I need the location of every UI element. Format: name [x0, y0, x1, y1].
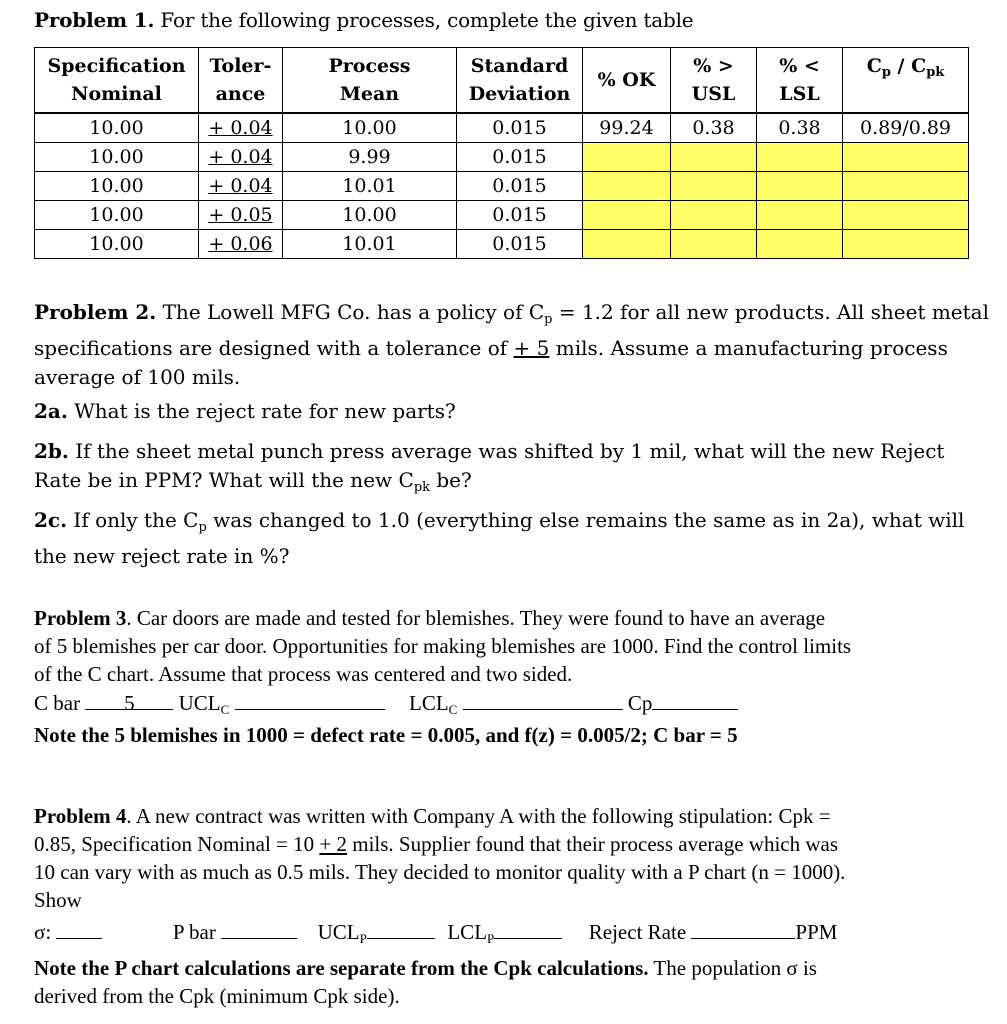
header-tolerance: Toler- ance — [199, 48, 283, 114]
cell-cp-cpk[interactable] — [843, 230, 969, 259]
cell-mean: 9.99 — [283, 143, 457, 172]
header-spec-nominal: Specification Nominal — [35, 48, 199, 114]
cell-tolerance: + 0.04 — [199, 143, 283, 172]
pbar-answer-blank[interactable] — [221, 918, 297, 939]
cell-pct-usl[interactable] — [671, 143, 757, 172]
problem4-note: Note the P chart calculations are separate from the Cpk calculations. The population σ is derived from the Cpk (minimum Cpk side). — [34, 956, 817, 1008]
problem4-answer-line — [34, 918, 837, 953]
problem1-label: Problem 1. — [34, 8, 155, 32]
cell-mean: 10.01 — [283, 172, 457, 201]
uclc-answer-blank[interactable] — [235, 689, 385, 710]
lclc-answer-blank[interactable] — [463, 689, 623, 710]
cell-pct-ok[interactable] — [583, 201, 671, 230]
table-header-row — [35, 48, 969, 114]
header-pct-lsl: % < LSL — [757, 48, 843, 114]
problem4-text: Problem 4. A new contract was written with Company A with the following stipulation: Cpk = 0.85, Specification Nominal = 10 + 2 mils. Supplier found that their process average which was 10 can vary with as much as 0.5 mils. They decided to monitor quality with a P chart (n = 1000). Show — [34, 804, 846, 912]
cell-cp-cpk[interactable] — [843, 201, 969, 230]
header-pct-ok: % OK — [583, 48, 671, 114]
problem1-heading — [34, 8, 693, 32]
cell-tolerance: + 0.04 — [199, 172, 283, 201]
header-cp-cpk: $C_p / C_{pk}$ — [843, 48, 969, 114]
cell-nominal: 10.00 — [35, 172, 199, 201]
cell-pct-lsl[interactable] — [757, 201, 843, 230]
header-std-dev: Standard Deviation — [457, 48, 583, 114]
cell-pct-usl: 0.38 — [671, 113, 757, 143]
cell-mean: 10.00 — [283, 113, 457, 143]
uclp-label: $UCL_P$ — [317, 920, 367, 946]
question-2c: 2c. If only the $C_p$ was changed to 1.0 (everything else remains the same as in 2a), what will the new reject rate in %? — [34, 508, 965, 568]
cbar-label: C bar — [34, 691, 81, 715]
table-row — [35, 201, 969, 230]
cell-nominal: 10.00 — [35, 143, 199, 172]
problem3-label: Problem 3 — [34, 606, 127, 630]
cell-nominal: 10.00 — [35, 113, 199, 143]
cell-pct-usl[interactable] — [671, 172, 757, 201]
question-2a: 2a. What is the reject rate for new parts? — [34, 399, 456, 423]
cell-pct-ok[interactable] — [583, 143, 671, 172]
cell-pct-ok: 99.24 — [583, 113, 671, 143]
table-row — [35, 143, 969, 172]
cell-pct-ok[interactable] — [583, 172, 671, 201]
cell-pct-lsl[interactable] — [757, 230, 843, 259]
cp-label: Cp — [627, 691, 653, 715]
pbar-label: P bar — [172, 920, 216, 944]
cell-std-dev: 0.015 — [457, 143, 583, 172]
cell-std-dev: 0.015 — [457, 230, 583, 259]
cell-cp-cpk[interactable] — [843, 143, 969, 172]
problem2-label: Problem 2. — [34, 300, 157, 324]
cell-nominal: 10.00 — [35, 201, 199, 230]
table-row — [35, 172, 969, 201]
header-process-mean: Process Mean — [283, 48, 457, 114]
cell-tolerance: + 0.04 — [199, 113, 283, 143]
header-pct-usl: % > USL — [671, 48, 757, 114]
table-row — [35, 230, 969, 259]
reject-rate-answer-blank[interactable] — [691, 918, 795, 939]
cell-mean: 10.01 — [283, 230, 457, 259]
reject-rate-label: Reject Rate — [588, 920, 687, 944]
problem3-text: Problem 3. Car doors are made and tested for blemishes. They were found to have an average of 5 blemishes per car door. Opportunities for making blemishes are 1000. Find the control limits of the C chart. Assume that process was centered and two sided. — [34, 606, 852, 686]
cell-tolerance: + 0.05 — [199, 201, 283, 230]
problem3-note: Note the 5 blemishes in 1000 = defect rate = 0.005, and f(z) = 0.005/2; C bar = 5 — [34, 723, 738, 747]
cell-pct-lsl: 0.38 — [757, 113, 843, 143]
question-2b: 2b. If the sheet metal punch press average was shifted by 1 mil, what will the new Reject Rate be in PPM? What will the new $C_{pk}$ be? — [34, 439, 945, 495]
sigma-answer-blank[interactable] — [56, 918, 102, 939]
uclc-label: $UCL_C$ — [178, 691, 230, 717]
cell-pct-ok[interactable] — [583, 230, 671, 259]
problem3-answer-line — [34, 689, 738, 724]
cell-tolerance: + 0.06 — [199, 230, 283, 259]
cell-std-dev: 0.015 — [457, 172, 583, 201]
problem1-text: For the following processes, complete the given table — [154, 8, 694, 32]
cell-mean: 10.00 — [283, 201, 457, 230]
cell-cp-cpk[interactable] — [843, 172, 969, 201]
lclp-answer-blank[interactable] — [494, 918, 562, 939]
lclp-label: $LCL_P$ — [447, 920, 495, 946]
table-row — [35, 113, 969, 143]
ppm-label: PPM — [795, 920, 838, 944]
problem4-label: Problem 4 — [34, 804, 127, 828]
cell-cp-cpk: 0.89/0.89 — [843, 113, 969, 143]
problem2-intro: Problem 2. The Lowell MFG Co. has a policy of $C_p = 1.2$ for all new products. All sheet metal specifications are designed with a tolerance of + 5 mils. Assume a manufacturing process average of 100 mils. — [34, 300, 990, 389]
cbar-value-field: 5 — [85, 689, 173, 710]
process-table — [34, 47, 969, 259]
cell-std-dev: 0.015 — [457, 113, 583, 143]
cell-pct-usl[interactable] — [671, 230, 757, 259]
cp-answer-blank[interactable] — [652, 689, 738, 710]
sigma-label: σ: — [34, 920, 52, 944]
cell-std-dev: 0.015 — [457, 201, 583, 230]
cell-pct-usl[interactable] — [671, 201, 757, 230]
cell-pct-lsl[interactable] — [757, 143, 843, 172]
uclp-answer-blank[interactable] — [367, 918, 435, 939]
cell-pct-lsl[interactable] — [757, 172, 843, 201]
cell-nominal: 10.00 — [35, 230, 199, 259]
lclc-label: $LCL_C$ — [409, 691, 458, 717]
